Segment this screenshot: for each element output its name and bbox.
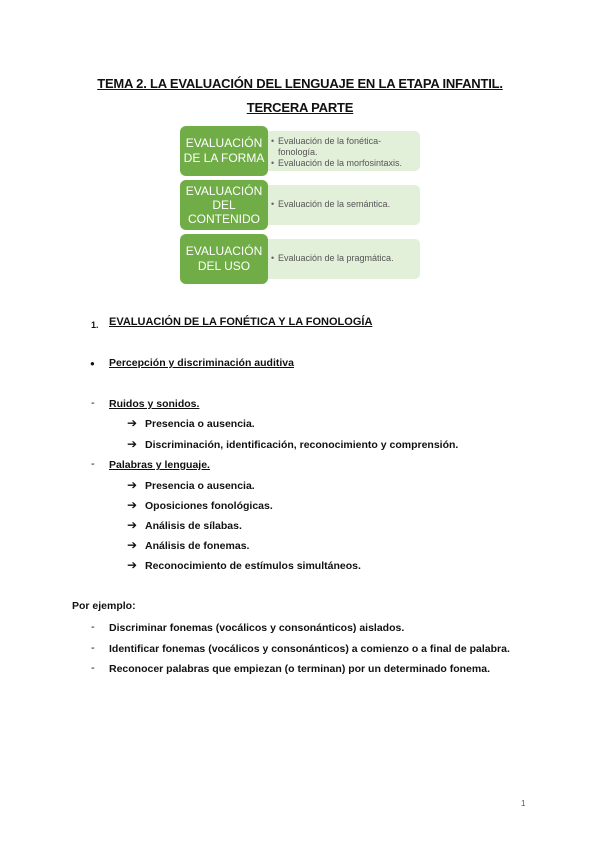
bullet-icon: ● <box>90 359 95 368</box>
arrow-icon: ➔ <box>127 416 138 430</box>
list-item: Presencia o ausencia. <box>145 418 255 430</box>
example-heading: Por ejemplo: <box>72 600 136 612</box>
diagram-label-content <box>180 180 268 230</box>
arrow-icon: ➔ <box>127 518 138 532</box>
arrow-icon: ➔ <box>127 538 138 552</box>
arrow-icon: ➔ <box>127 498 138 512</box>
diagram-detail-item: • Evaluación de la pragmática. <box>278 253 420 264</box>
list-item: Análisis de sílabas. <box>145 520 242 532</box>
dash-marker: - <box>91 662 95 674</box>
diagram-label-line: DEL <box>212 198 236 212</box>
smartart-diagram <box>180 126 422 286</box>
diagram-detail-box-use <box>264 239 420 279</box>
diagram-label-use <box>180 234 268 284</box>
diagram-label-line: DE LA FORMA <box>183 151 265 165</box>
example-item: Reconocer palabras que empiezan (o terminan) por un determinado fonema. <box>109 663 490 675</box>
dash-marker: - <box>91 397 95 409</box>
diagram-label-line: EVALUACIÓN <box>185 136 263 150</box>
section-number: 1. <box>91 320 99 330</box>
diagram-label-line: DEL USO <box>197 259 251 273</box>
diagram-label-line: EVALUACIÓN <box>185 244 263 258</box>
diagram-detail-item: • Evaluación de la fonética-fonología. <box>278 136 420 158</box>
example-item: Identificar fonemas (vocálicos y consonánticos) a comienzo o a final de palabra. <box>109 643 510 655</box>
subsection-heading: Percepción y discriminación auditiva <box>109 357 294 369</box>
section-heading: EVALUACIÓN DE LA FONÉTICA Y LA FONOLOGÍA <box>109 316 373 328</box>
arrow-icon: ➔ <box>127 437 138 451</box>
diagram-detail-box-form <box>264 131 420 171</box>
dash-marker: - <box>91 621 95 633</box>
list-item: Reconocimiento de estímulos simultáneos. <box>145 560 361 572</box>
dash-marker: - <box>91 642 95 654</box>
dash-marker: - <box>91 458 95 470</box>
diagram-label-line: CONTENIDO <box>188 212 260 226</box>
page-number: 1 <box>521 799 526 808</box>
list-item: Oposiciones fonológicas. <box>145 500 273 512</box>
group-label: Palabras y lenguaje. <box>109 459 210 471</box>
arrow-icon: ➔ <box>127 478 138 492</box>
diagram-label-form <box>180 126 268 176</box>
list-item: Análisis de fonemas. <box>145 540 250 552</box>
arrow-icon: ➔ <box>127 558 138 572</box>
diagram-detail-item: • Evaluación de la semántica. <box>278 199 420 210</box>
list-item: Presencia o ausencia. <box>145 480 255 492</box>
diagram-detail-box-content <box>264 185 420 225</box>
list-item: Discriminación, identificación, reconocimiento y comprensión. <box>145 439 459 451</box>
group-label: Ruidos y sonidos. <box>109 398 200 410</box>
diagram-label-line: EVALUACIÓN <box>185 184 263 198</box>
document-subtitle: TERCERA PARTE <box>246 100 354 115</box>
example-item: Discriminar fonemas (vocálicos y consonánticos) aislados. <box>109 622 405 634</box>
document-title: TEMA 2. LA EVALUACIÓN DEL LENGUAJE EN LA ETAPA INFANTIL. <box>97 76 503 91</box>
diagram-detail-item: • Evaluación de la morfosintaxis. <box>278 158 420 169</box>
